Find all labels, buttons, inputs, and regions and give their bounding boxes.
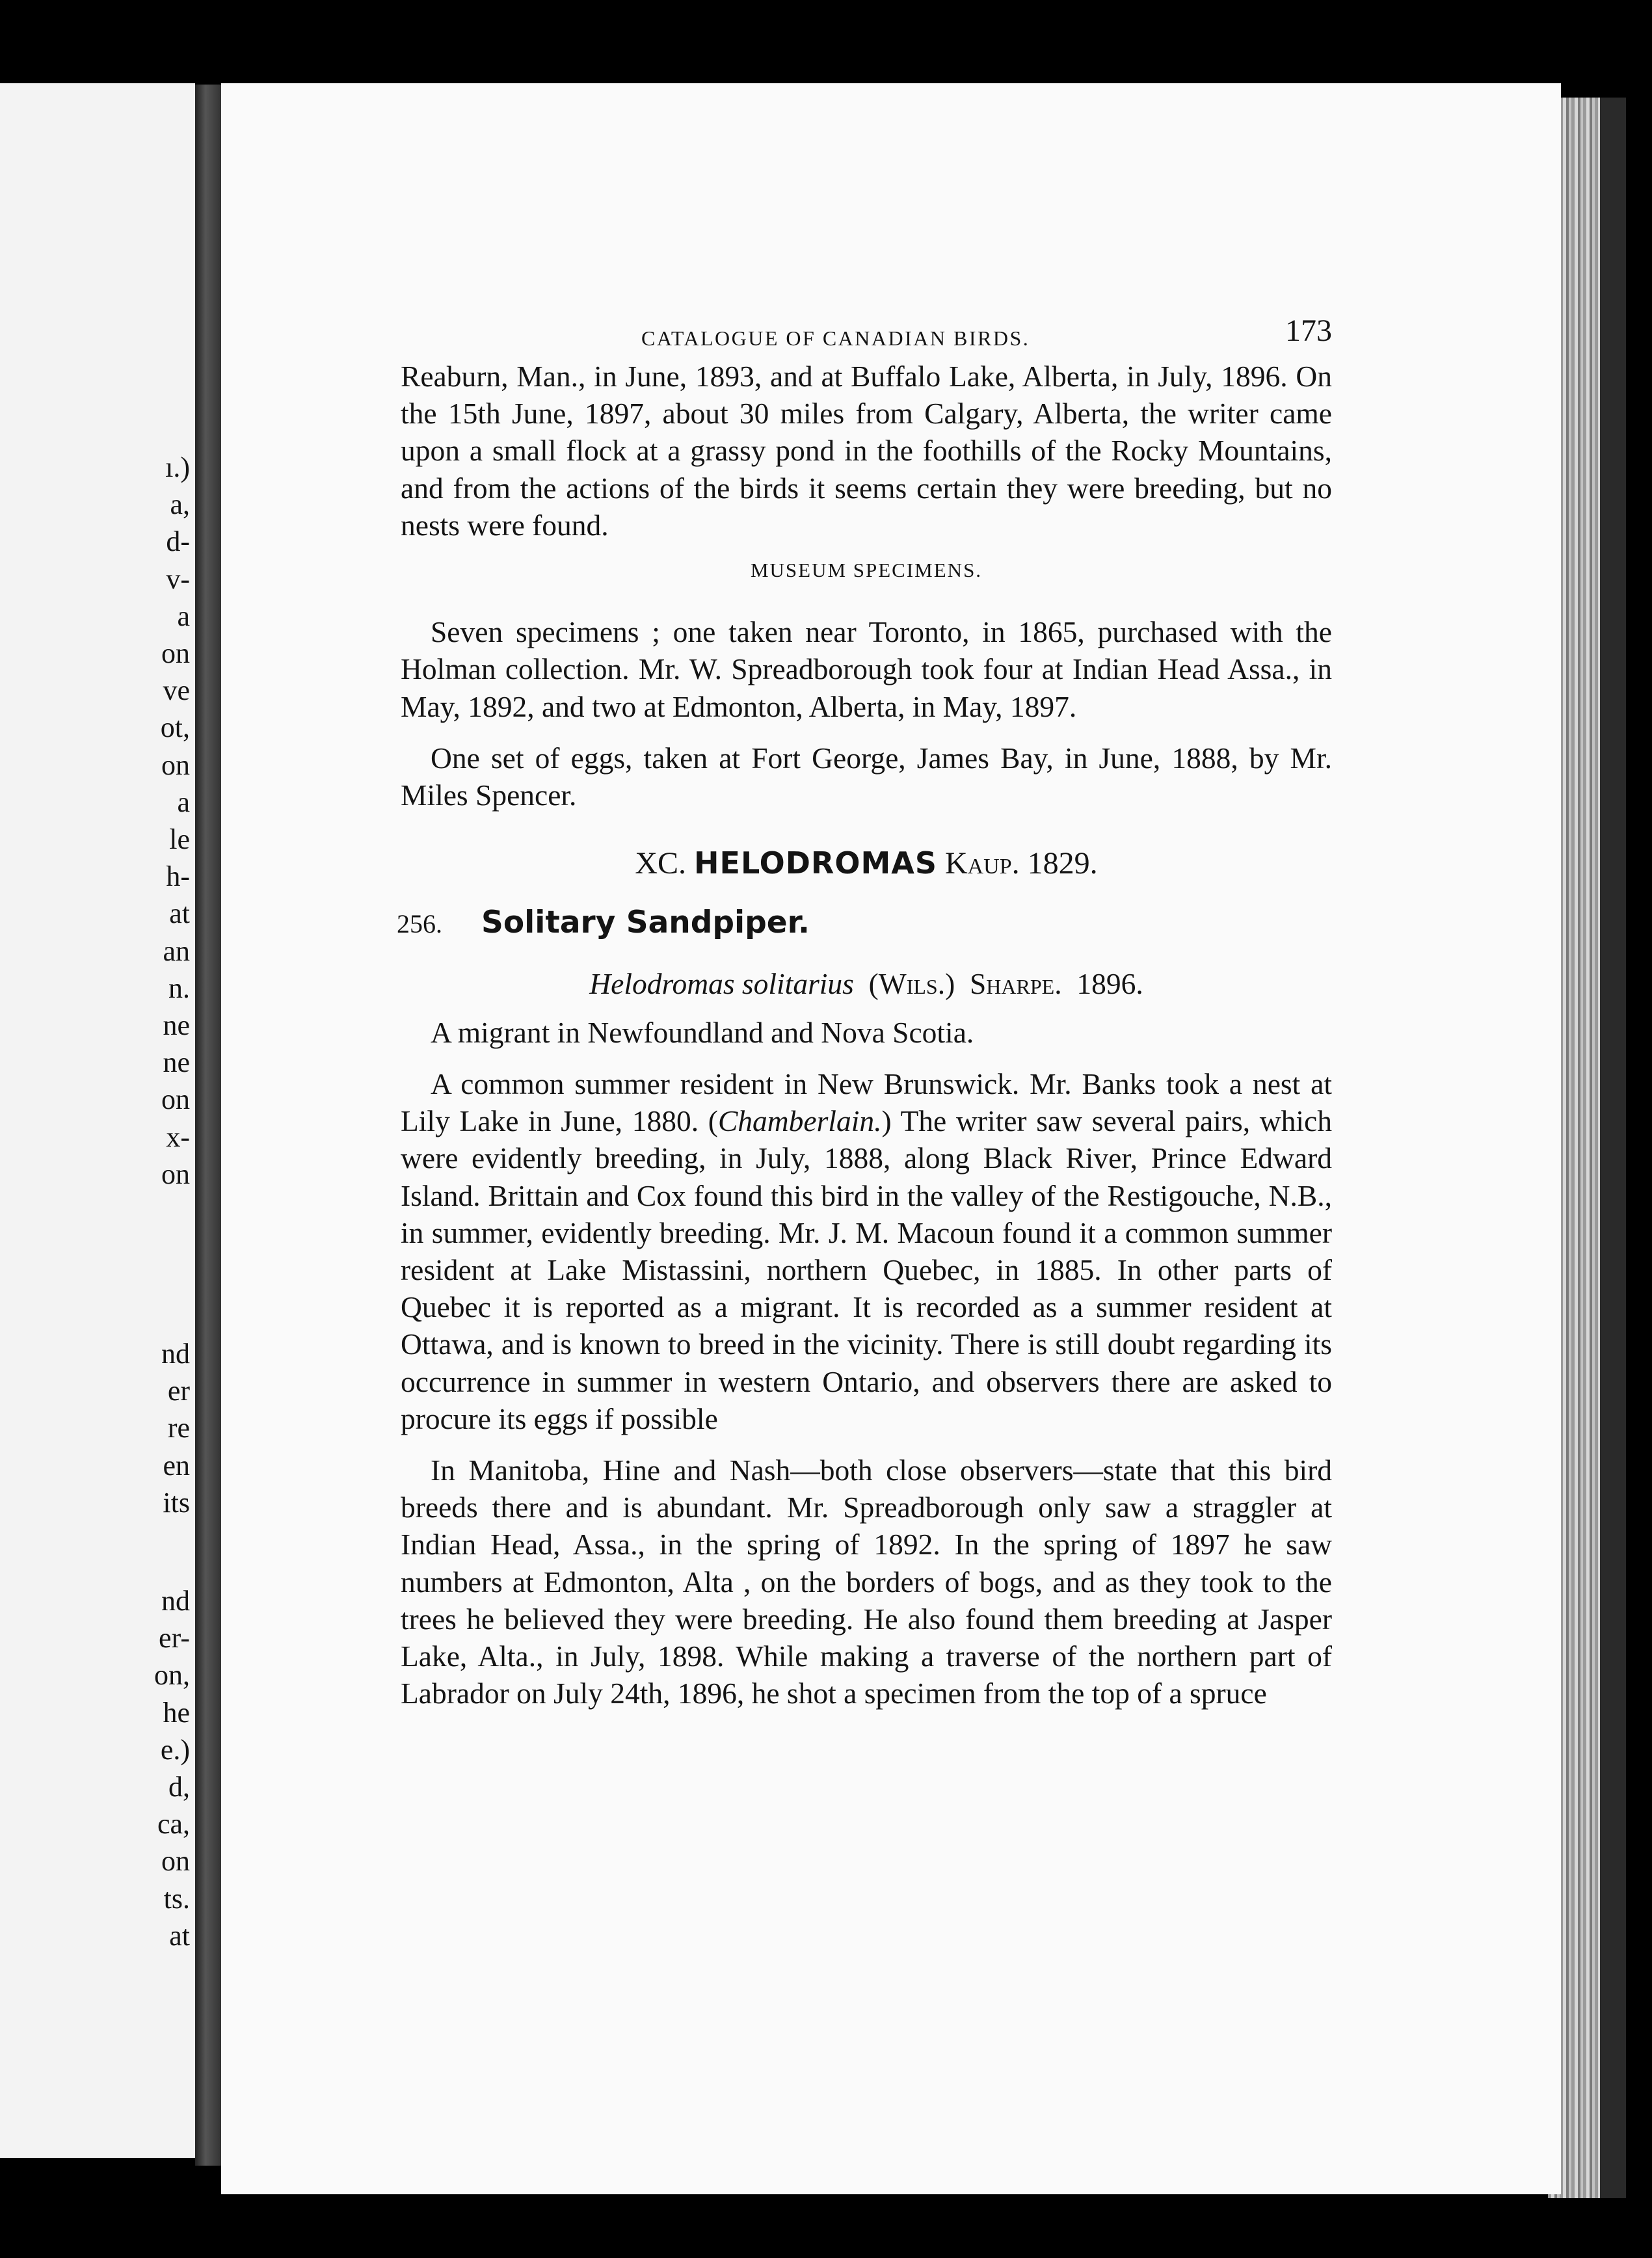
paragraph-new-brunswick [401,1065,1332,1437]
species-common-name: Solitary Sandpiper. [481,905,810,941]
left-line-end: d- [166,525,190,558]
left-line-end: on [161,749,190,781]
left-line-end: a [177,600,190,632]
page-content [397,312,1332,1712]
left-line-end: n. [168,972,190,1004]
left-line-end: its [163,1486,190,1519]
left-line-end: ot, [160,711,190,744]
species-number: 256. [397,909,442,939]
paragraph-manitoba: In Manitoba, Hine and Nash—both close observers—state that this bird breeds there and is abundant. Mr. Spreadborough only saw a straggler at Indian Head, Assa., in the spring of 1892. In the spring of 1897 he saw numbers at Edmonton, Alta , on the borders of bogs, and as they took to the trees he believed they were breeding. He also found them breeding at Jasper Lake, Alta., in July, 1898. While making a traverse of the northern part of Labrador on July 24th, 1896, he shot a specimen from the top of a spruce [401,1454,1332,1710]
left-line-end: nd [161,1585,190,1617]
left-line-end: on [161,1845,190,1878]
left-line-end: ts. [163,1882,190,1915]
page-number: 173 [1285,313,1332,348]
left-line-end: ne [163,1009,190,1042]
left-line-end: le [169,823,190,856]
left-line-end: e.) [160,1733,190,1766]
species-binomial [401,965,1332,1002]
museum-specimens-heading: MUSEUM SPECIMENS. [750,559,983,582]
left-line-end: ve [163,674,190,707]
left-line-end: an [163,935,190,967]
left-line-end: v- [166,563,190,595]
left-line-end: ne [163,1046,190,1079]
paragraph-new-brunswick-part-a: A common summer resident in New Brunswick. Mr. Banks took a nest at Lily Lake in June, 1880. ( [401,1067,1332,1138]
citation-chamberlain: Chamberlain. [717,1104,882,1138]
species-year: 1896. [1076,966,1143,1000]
left-line-end: at [169,1919,190,1952]
continuation-paragraph: Reaburn, Man., in June, 1893, and at Buffalo Lake, Alberta, in July, 1896. On the 15th June, 1897, about 30 miles from Calgary, Alberta, the writer came upon a small flock at a grassy pond in the foothills of the Rocky Mountains, and from the actions of the birds it seems certain they were breeding, but no nests were found. [401,360,1332,542]
genus-numeral: XC. [635,846,687,881]
species-reviser: Sharpe. [970,966,1062,1000]
left-line-end: re [167,1412,190,1444]
genus-name: HELODROMAS [694,845,937,881]
species-authority: (Wils.) [868,966,955,1000]
left-line-end: en [163,1449,190,1481]
left-line-end: on [161,637,190,670]
left-line-end: on [161,1083,190,1116]
left-line-end: a, [170,488,190,521]
species-heading [397,904,1332,942]
left-line-end: x- [166,1121,190,1153]
running-head-title: CATALOGUE OF CANADIAN BIRDS. [641,326,1030,350]
left-line-end: at [169,897,190,930]
paragraph-newfoundland: A migrant in Newfoundland and Nova Scotia. [431,1015,974,1049]
left-line-end: d, [168,1771,190,1803]
left-line-end: er- [159,1622,190,1654]
left-line-end: nd [161,1338,190,1370]
left-line-ends-group-2 [161,1335,190,1521]
left-line-end: h- [166,860,190,893]
museum-paragraph-eggs: One set of eggs, taken at Fort George, James Bay, in June, 1888, by Mr. Miles Spencer. [401,741,1332,812]
left-page-margin-text [112,83,195,2158]
left-line-ends-group-1 [161,449,190,1193]
left-line-end: on, [154,1659,190,1692]
left-line-ends-group-3 [154,1582,190,1954]
genus-heading [401,845,1332,882]
left-line-end: ı.) [165,451,190,483]
book-gutter [195,85,221,2166]
left-line-end: er [167,1375,190,1407]
left-line-end: on [161,1158,190,1190]
museum-paragraph-specimens: Seven specimens ; one taken near Toronto, in 1865, purchased with the Holman collection. Mr. W. Spreadborough took four at Indian Head Assa., in May, 1892, and two at Edmonton, Alberta, in May, 1897. [401,615,1332,723]
left-line-end: ca, [157,1808,190,1840]
running-head [401,312,1332,358]
genus-year: 1829. [1027,846,1098,881]
left-line-end: he [163,1696,190,1729]
paragraph-new-brunswick-part-b: ) The writer saw several pairs, which were evidently breeding, in July, 1888, along Black River, Prince Edward Island. Brittain and Cox found this bird in the valley of the Restigouche, N.B., in summer, evidently breeding. Mr. J. M. Macoun found it a common summer resident at Lake Mistassini, northern Quebec, in 1885. In other parts of Quebec it is reported as a migrant. It is recorded as a summer resident at Ottawa, and is known to breed in the vicinity. There is still doubt regarding its occurrence in summer in western Ontario, and observers there are asked to procure its eggs if possible [401,1104,1332,1435]
genus-author: Kaup. [944,846,1020,881]
left-line-end: a [177,786,190,818]
species-scientific-name: Helodromas solitarius [589,966,854,1000]
left-page [0,83,195,2158]
